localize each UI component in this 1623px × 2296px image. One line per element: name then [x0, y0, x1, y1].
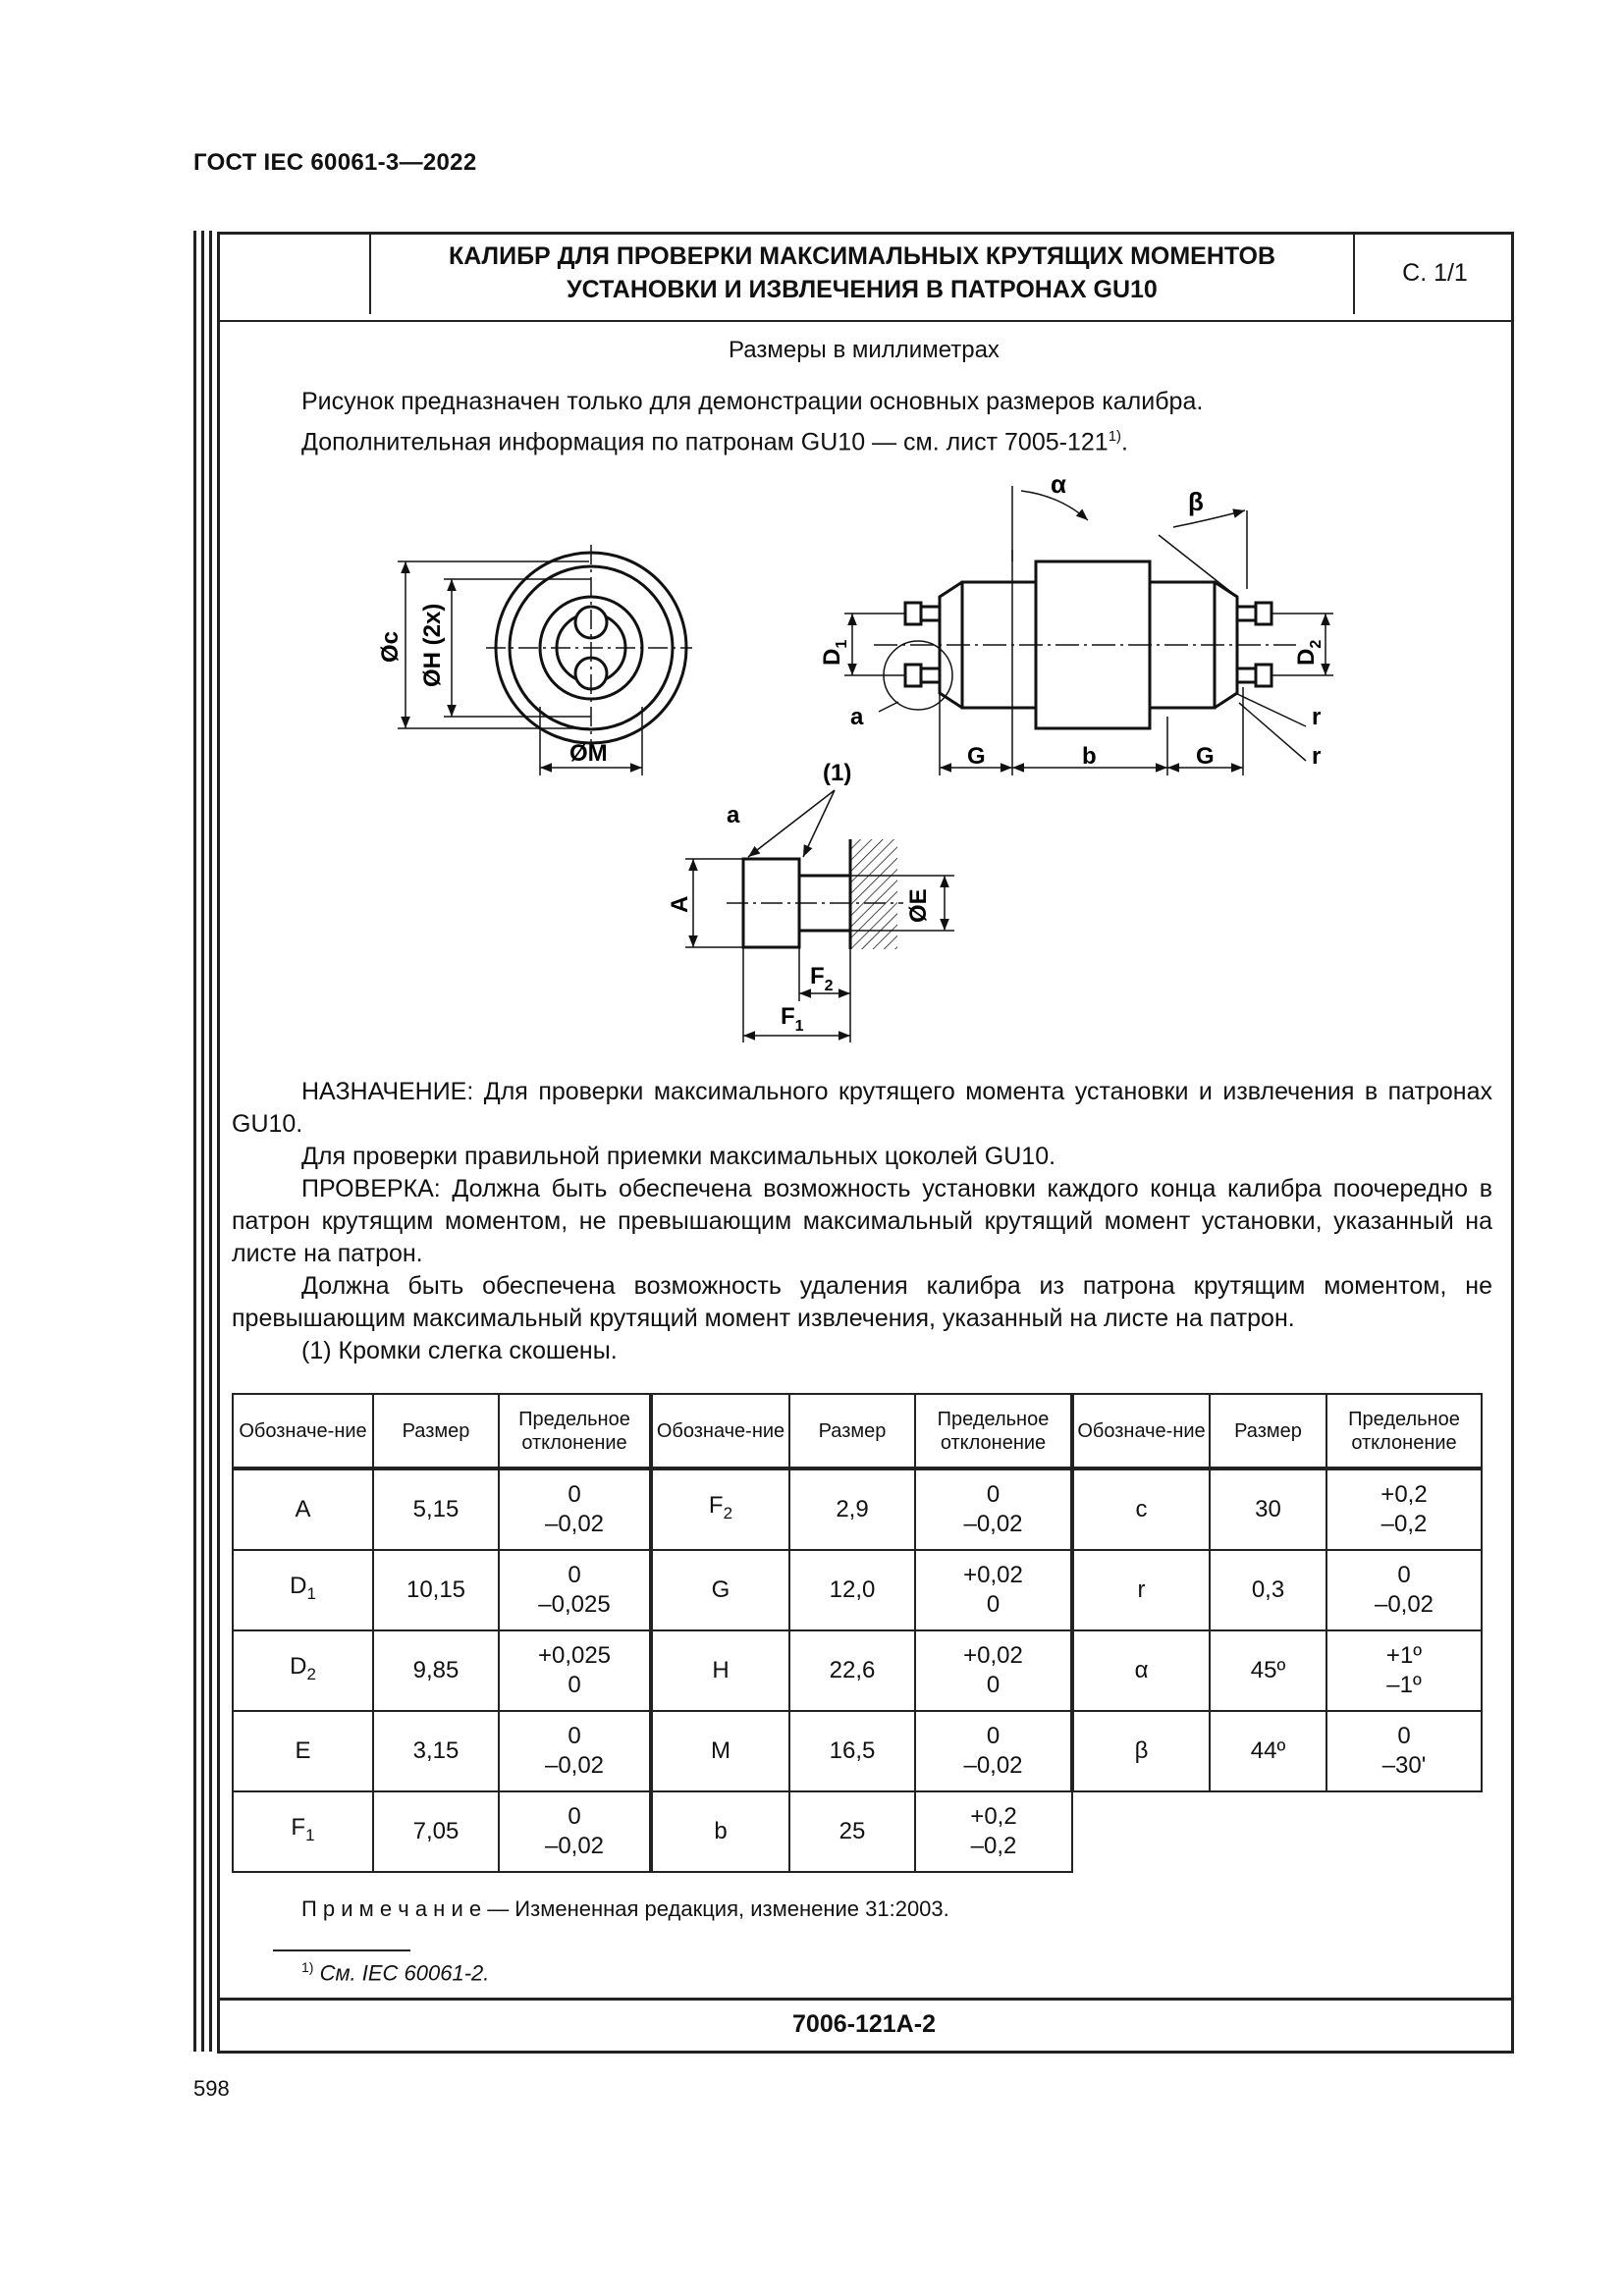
- paragraph-purpose: НАЗНАЧЕНИЕ: Для проверки максимального крутящего момента установки и извлечения в патронах GU10.: [232, 1078, 1492, 1138]
- label-r-1: r: [1312, 704, 1322, 730]
- footnote: [301, 1959, 489, 1986]
- size-cell: 2,9: [789, 1468, 915, 1550]
- column-header: Обозначе-ние: [651, 1394, 789, 1468]
- paragraph-check: ПРОВЕРКА: Должна быть обеспечена возможность установки каждого конца калибра поочередно в патрон крутящим моментом, не превышающим максимальный крутящий момент установки, указанный на листе на патрон.: [232, 1175, 1492, 1267]
- sheet-number: С. 1/1: [1402, 258, 1468, 287]
- deviation-cell: +0,025 0: [499, 1630, 651, 1711]
- size-cell: 10,15: [373, 1550, 499, 1630]
- label-d1: [819, 640, 850, 666]
- label-d2: [1293, 640, 1325, 666]
- size-cell: 16,5: [789, 1711, 915, 1791]
- column-header: Обозначе-ние: [233, 1394, 373, 1468]
- deviation-cell: 0 –0,02: [915, 1468, 1072, 1550]
- deviation-cell: +1º –1º: [1326, 1630, 1482, 1711]
- symbol-cell: $D_2$: [233, 1630, 373, 1711]
- deviation-cell: 0 –0,02: [499, 1711, 651, 1791]
- label-de: ØE: [905, 888, 932, 923]
- symbol-cell: α: [1072, 1630, 1210, 1711]
- column-header: Предельное отклонение: [1326, 1394, 1482, 1468]
- page-number: 598: [193, 2076, 230, 2101]
- symbol-cell: c: [1072, 1468, 1210, 1550]
- column-header: Предельное отклонение: [499, 1394, 651, 1468]
- symbol-cell: $F_2$: [651, 1468, 789, 1550]
- column-header: Размер: [373, 1394, 499, 1468]
- table-row: [233, 1468, 1482, 1550]
- table-row: [233, 1550, 1482, 1630]
- size-cell: 22,6: [789, 1630, 915, 1711]
- deviation-cell: +0,02 0: [915, 1630, 1072, 1711]
- label-r-2: r: [1312, 743, 1322, 770]
- size-cell: 7,05: [373, 1791, 499, 1872]
- deviation-cell: +0,02 0: [915, 1550, 1072, 1630]
- size-cell: 5,15: [373, 1468, 499, 1550]
- symbol-cell: $F_1$: [233, 1791, 373, 1872]
- footnote-mark: 1): [301, 1959, 314, 1975]
- size-cell: 45º: [1210, 1630, 1326, 1711]
- column-header: Обозначе-ние: [1072, 1394, 1210, 1468]
- label-note-1: (1): [823, 760, 852, 786]
- table-header-row: [233, 1394, 1482, 1468]
- title-line-2: УСТАНОВКИ И ИЗВЛЕЧЕНИЯ В ПАТРОНАХ GU10: [567, 276, 1158, 303]
- empty-cell: [1326, 1791, 1482, 1872]
- symbol-cell: G: [651, 1550, 789, 1630]
- symbol-cell: E: [233, 1711, 373, 1791]
- svg-text:D1: $D_1$: [819, 639, 850, 666]
- symbol-cell: β: [1072, 1711, 1210, 1791]
- table-row: [233, 1791, 1482, 1872]
- symbol-cell: M: [651, 1711, 789, 1791]
- label-a-detail: a: [850, 704, 864, 730]
- label-dim-a: A: [667, 895, 693, 913]
- footnote-text: См. IEC 60061-2.: [313, 1960, 490, 1986]
- units-note: Размеры в миллиметрах: [729, 337, 1000, 363]
- label-alpha: α: [1051, 469, 1066, 499]
- label-g-right: G: [1196, 743, 1215, 770]
- symbol-cell: H: [651, 1630, 789, 1711]
- size-cell: 3,15: [373, 1711, 499, 1791]
- paragraph-purpose-2: Для проверки правильной приемки максимальных цоколей GU10.: [301, 1143, 1056, 1170]
- deviation-cell: 0 –0,02: [1326, 1550, 1482, 1630]
- label-dh: ØH (2x): [419, 603, 446, 687]
- size-cell: 30: [1210, 1468, 1326, 1550]
- footer-divider: [217, 1998, 1511, 2001]
- symbol-cell: r: [1072, 1550, 1210, 1630]
- size-cell: 44º: [1210, 1711, 1326, 1791]
- body-text: [232, 1076, 1492, 1367]
- label-beta: β: [1188, 487, 1204, 516]
- empty-cell: [1210, 1791, 1326, 1872]
- table-row: [233, 1630, 1482, 1711]
- svg-text:D2: $D_2$: [1293, 639, 1325, 666]
- label-f2: [810, 963, 834, 994]
- deviation-cell: 0 –30': [1326, 1711, 1482, 1791]
- label-a-edge: a: [727, 802, 740, 828]
- column-header: Размер: [1210, 1394, 1326, 1468]
- svg-text:F2: $F_2$: [810, 963, 834, 994]
- deviation-cell: 0 –0,025: [499, 1550, 651, 1630]
- label-b: b: [1082, 743, 1097, 770]
- empty-cell: [1072, 1791, 1210, 1872]
- deviation-cell: 0 –0,02: [499, 1468, 651, 1550]
- sheet-code: 7006-121A-2: [792, 2010, 936, 2038]
- gauge-drawing: [0, 0, 1623, 1070]
- deviation-cell: 0 –0,02: [915, 1711, 1072, 1791]
- standard-header: ГОСТ IEC 60061-3—2022: [193, 149, 477, 176]
- size-cell: 12,0: [789, 1550, 915, 1630]
- size-cell: 25: [789, 1791, 915, 1872]
- svg-text:F1: $F_1$: [781, 1003, 804, 1035]
- size-cell: 0,3: [1210, 1550, 1326, 1630]
- column-header: Предельное отклонение: [915, 1394, 1072, 1468]
- footnote-ref: 1): [1108, 428, 1122, 445]
- table-row: [233, 1711, 1482, 1791]
- symbol-cell: A: [233, 1468, 373, 1550]
- amendment-note: П р и м е ч а н и е — Измененная редакция, изменение 31:2003.: [301, 1896, 949, 1921]
- deviation-cell: +0,2 –0,2: [1326, 1468, 1482, 1550]
- side-view: [844, 486, 1333, 775]
- label-dc: Øc: [377, 630, 404, 663]
- symbol-cell: $D_1$: [233, 1550, 373, 1630]
- column-header: Размер: [789, 1394, 915, 1468]
- label-dm: ØM: [569, 740, 608, 767]
- paragraph-removal: Должна быть обеспечена возможность удаления калибра из патрона крутящим моментом, не превышающим максимальный крутящий момент извлечения, указанный на листе на патрон.: [232, 1272, 1492, 1332]
- paragraph-note-1: (1) Кромки слегка скошены.: [301, 1337, 618, 1364]
- deviation-cell: +0,2 –0,2: [915, 1791, 1072, 1872]
- symbol-cell: b: [651, 1791, 789, 1872]
- label-g-left: G: [967, 743, 986, 770]
- title-line-1: КАЛИБР ДЛЯ ПРОВЕРКИ МАКСИМАЛЬНЫХ КРУТЯЩИХ МОМЕНТОВ: [448, 242, 1276, 270]
- label-f1: [781, 1003, 804, 1035]
- footnote-rule: [273, 1949, 410, 1951]
- deviation-cell: 0 –0,02: [499, 1791, 651, 1872]
- dimensions-table: [232, 1393, 1483, 1873]
- intro-line-2: Дополнительная информация по патронам GU10 — см. лист 7005-121$^{1)}$.: [301, 428, 1128, 456]
- intro-line-1: Рисунок предназначен только для демонстрации основных размеров калибра.: [301, 388, 1204, 415]
- size-cell: 9,85: [373, 1630, 499, 1711]
